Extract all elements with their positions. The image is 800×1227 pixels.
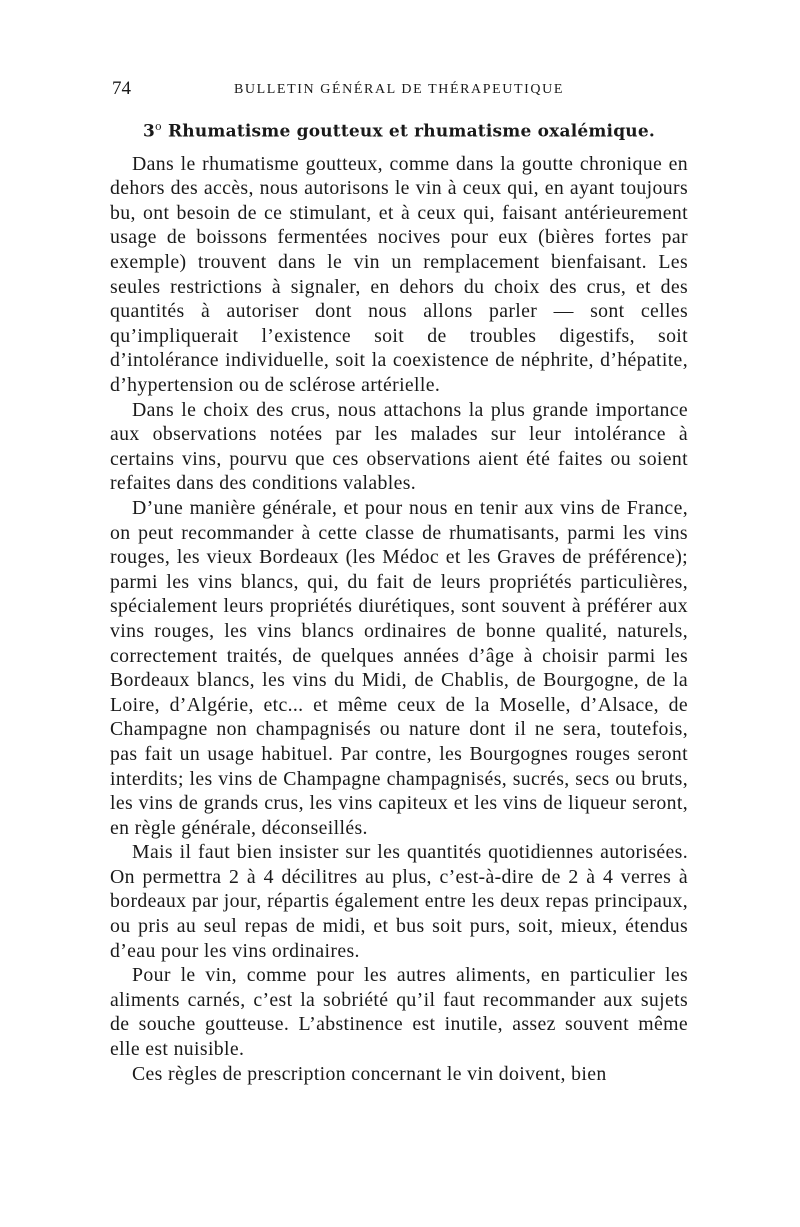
- section-heading: [110, 120, 688, 142]
- paragraph: Ces règles de prescription concernant le vin doivent, bien: [132, 1062, 607, 1085]
- paragraph: Dans le choix des crus, nous attachons la plus grande importance aux observations notées par les malades sur leur intolérance à certains vins, pourvu que ces observations aient été faites ou soient refaites dans des conditions valables.: [110, 398, 688, 495]
- section-number: 3: [142, 121, 156, 142]
- journal-title: BULLETIN GÉNÉRAL DE THÉRAPEUTIQUE: [233, 82, 565, 97]
- body-text: [110, 152, 688, 1087]
- paragraph: Dans le rhumatisme goutteux, comme dans la goutte chronique en dehors des accès, nous autorisons le vin à ceux qui, en ayant toujours bu, ont besoin de ce stimulant, et à ceux qui, faisant antérieurement usage de boissons fermentées nocives pour eux (bières fortes par exemple) trouvent dans le vin un remplacement bienfaisant. Les seules restrictions à signaler, en dehors du choix des crus, et des quantités à autoriser dont nous allons parler — sont celles qu’impliquerait l’existence soit de troubles digestifs, soit d’intolérance individuelle, soit la coexistence de néphrite, d’hépatite, d’hypertension ou de sclérose artérielle.: [110, 152, 688, 396]
- section-number-superscript: o: [155, 120, 162, 133]
- paragraph: Mais il faut bien insister sur les quantités quotidiennes autorisées. On permettra 2 à 4 décilitres au plus, c’est-à-dire de 2 à 4 verres à bordeaux par jour, répartis également entre les deux repas principaux, ou pris au seul repas de midi, et bus soit purs, soit, mieux, étendus d’eau pour les vins ordinaires.: [110, 841, 688, 962]
- section-title: Rhumatisme goutteux et rhumatisme oxalémique.: [161, 121, 655, 142]
- paragraph: Pour le vin, comme pour les autres aliments, en particulier les aliments carnés, c’est la sobriété qu’il faut recommander aux sujets de souche goutteuse. L’abstinence est inutile, assez souvent même elle est nuisible.: [110, 964, 688, 1061]
- page-number: 74: [112, 78, 131, 99]
- running-head: [110, 70, 688, 102]
- book-page: [110, 70, 688, 1086]
- paragraph: D’une manière générale, et pour nous en tenir aux vins de France, on peut recommander à cette classe de rhumatisants, parmi les vins rouges, les vieux Bordeaux (les Médoc et les Graves de préférence); parmi les vins blancs, qui, du fait de leurs propriétés particulières, spécialement leurs propriétés diurétiques, sont souvent à préférer aux vins rouges, les vins blancs ordinaires de bonne qualité, naturels, correctement traités, de quelques années d’âge à choisir parmi les Bordeaux blancs, les vins du Midi, de Chablis, de Bourgogne, de la Loire, d’Algérie, etc... et même ceux de la Moselle, d’Alsace, de Champagne non champagnisés ou nature dont il ne sera, toutefois, pas fait un usage habituel. Par contre, les Bourgognes rouges seront interdits; les vins de Champagne champagnisés, sucrés, secs ou bruts, les vins de grands crus, les vins capiteux et les vins de liqueur seront, en règle générale, déconseillés.: [110, 496, 688, 839]
